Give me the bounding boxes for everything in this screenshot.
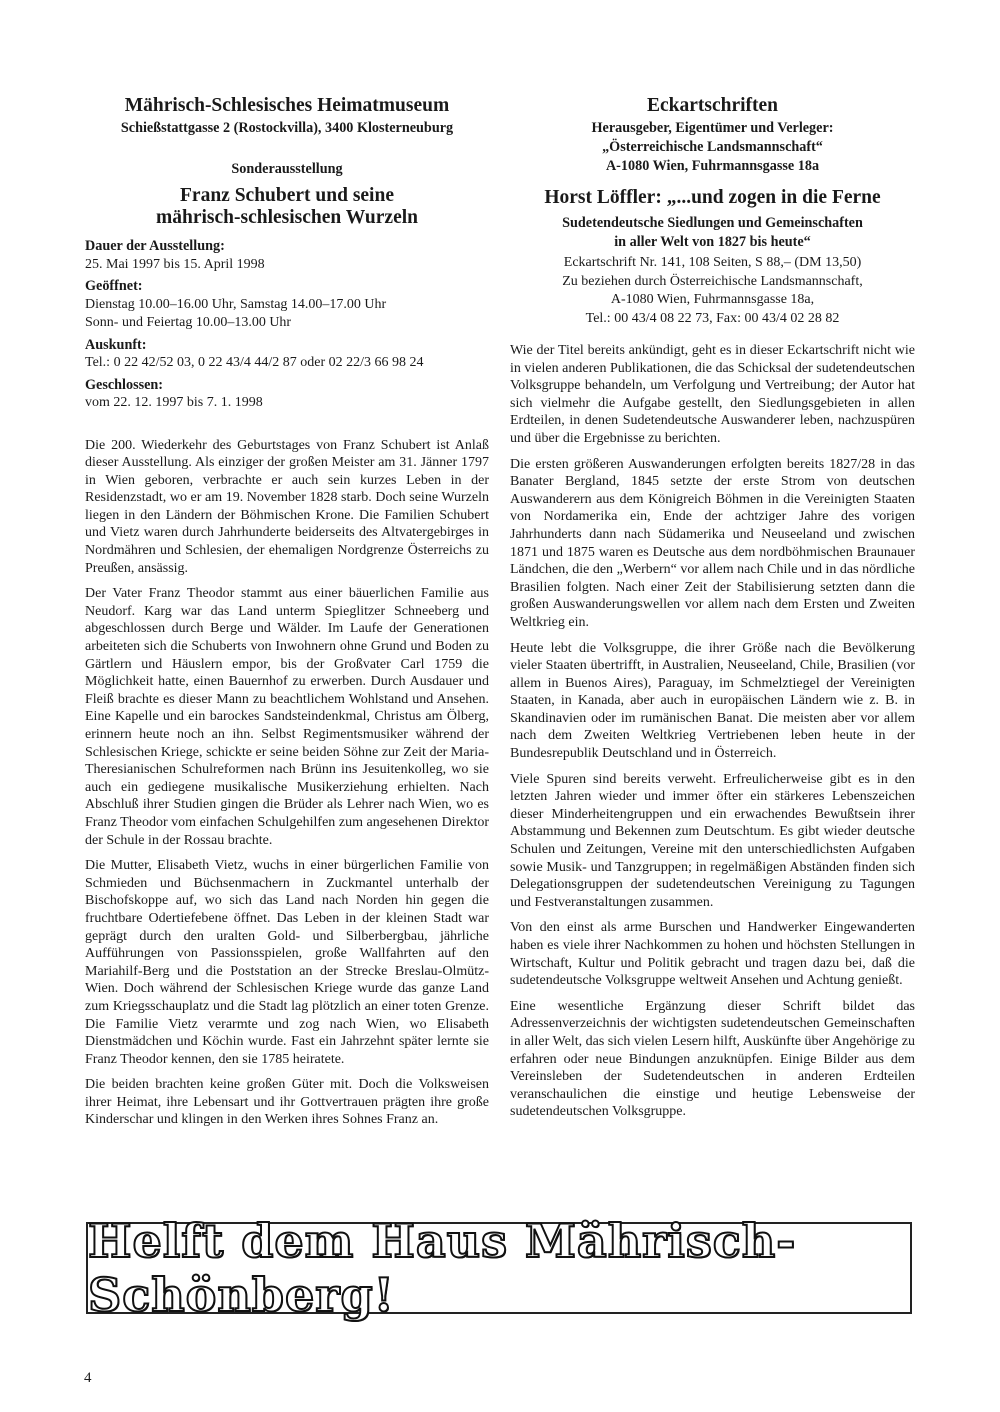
closed-value: vom 22. 12. 1997 bis 7. 1. 1998 [85,395,263,410]
museum-paragraph: Die Mutter, Elisabeth Vietz, wuchs in einer bürgerlichen Familie von Schmieden und Büchsenmachern in Zuckmantel unterhalb der Bischofskoppe auf, wo sich das Land nach Norden hin gegen die fruchtbare Odertiefebene öffnet. Das Leben in der kleinen Stadt war geprägt durch den uralten Gold- und Silberbergbau, jährliche Aufführungen von Passionsspielen, große Wallfahrten auf den Mariahilf-Berg und die Poststation an der Strecke Breslau-Olmütz-Wien. Doch während der Schlesischen Kriege wurde das ganze Land zum Kriegsschauplatz und die Stadt lag plötzlich an einer toten Grenze. Die Familie Vietz verarmte und zog nach Wien, wo Elisabeth Dienstmädchen und Köchin wurde. Fast ein Jahrzehnt später lernte sie Franz Theodor kennen, den sie 1785 heiratete. [85,858,489,1067]
museum-address: Schießstattgasse 2 (Rostockvilla), 3400 Klosterneuburg [120,120,454,136]
eckart-paragraph: Wie der Titel bereits ankündigt, geht es in dieser Eckartschrift nicht wie in vielen anderen Publikationen, die das Schicksal der sudetendeutschen Volksgruppe behandeln, um Verfolgung und Vertreibung; der Autor hat sich vielmehr die Aufgabe gestellt, den Siedlungsgebieten in allen Erdteilen, in denen Sudetendeutsche Auswanderer leben, nachzuspüren und über die Ergebnisse zu berichten. [510,343,915,446]
duration-value: 25. Mai 1997 bis 15. April 1998 [85,256,265,272]
closed-label: Geschlossen: [85,376,164,393]
museum-paragraph: Die 200. Wiederkehr des Geburtstages von Franz Schubert ist Anlaß dieser Ausstellung. Als einziger der großen Meister am 31. Jänner 1797 in Wien geboren, verbrachte er auch sein kurzes Leben in der Residenzstadt, wo er am 19. November 1828 starb. Doch seine Wurzeln liegen in den Ländern der Böhmischen Krone. Die Familien Schubert und Vietz waren durch Jahrhunderte beiderseits des Altvatergebirges in Nordmähren und Schlesien, der ehemaligen Nordgrenze Österreichs zu Preußen, ansässig. [85,437,489,576]
eckart-paragraph: Heute lebt die Volksgruppe, die ihrer Größe nach die Bevölkerung vieler Staaten übertrifft, in Australien, Neuseeland, Chile, Brasilien (vor allem in Buenos Aires), Paraguay, im Schmelztiegel der Vereinigten Staaten, in Kanada, aber auch in europäischen Ländern wie z. B. in Skandinavien oder im rumänischen Banat. Die meisten aber vor allem nach dem Zweiten Weltkrieg Vertriebenen leben heute in der Bundesrepublik Deutschland und in Österreich. [510,640,915,762]
eckart-paragraph: Die ersten größeren Auswanderungen erfolgten bereits 1827/28 in das Banater Bergland, 1845 setzte der erste Strom von deutschen Auswanderern aus dem Königreich Böhmen in die Vereinigten Staaten von Nordamerika ein, Ende der achtziger Jahre des vorigen Jahrhunderts dann nach Südamerika und Neuseeland und zwischen 1871 und 1875 waren es Deutsche aus dem nordböhmischen Braunauer Ländchen, die den „Werbern“ vor allem nach Chile und in das nördliche Brasilien folgten. Nach einer Zeit der Stabilisierung setzten dann die großen Auswanderungswellen vor allem nach dem Ersten und Zweiten Weltkrieg ein. [510,456,915,630]
eckart-column [510,92,915,1129]
eckart-paragraph: Von den einst als arme Burschen und Handwerker Eingewanderten haben es viele ihrer Nachkommen zu hohen und höchsten Stellungen in Wirtschaft, Kultur und Politik gebracht und tragen dazu bei, daß die sudetendeutsche Volksgruppe weltweit Ansehen und Achtung genießt. [510,920,915,989]
book-meta-line4: Tel.: 00 43/4 08 22 73, Fax: 00 43/4 02 28 82 [585,310,840,326]
exhibition-title-line2: mährisch-schlesischen Wurzeln [156,207,418,228]
book-subtitle-line2: in aller Welt von 1827 bis heute“ [614,233,811,250]
page-number: 4 [84,1370,92,1386]
open-label: Geöffnet: [85,278,143,294]
eckart-paragraph: Eine wesentliche Ergänzung dieser Schrift bildet das Adressenverzeichnis der wichtigsten sudetendeutschen Gemeinschaften in aller Welt, das sich vielen Lesern hilft, Auskünfte über Angehörige zu erfahren oder neue Bindungen anzuknüpfen. Einige Bilder aus dem Vereinsleben der Sudetendeutschen in anderen Erdteilen veranschaulichen die einstige und heutige Lebensweise der sudetendeutschen Volksgruppe. [510,998,915,1120]
publisher-line1: Herausgeber, Eigentümer und Verleger: [591,120,834,136]
exhibition-info [85,237,489,413]
publisher-line3: A-1080 Wien, Fuhrmannsgasse 18a [605,158,820,174]
open-value-line2: Sonn- und Feiertag 10.00–13.00 Uhr [85,315,292,330]
book-title: Horst Löffler: „...und zogen in die Ferne [544,187,881,208]
duration-label: Dauer der Ausstellung: [85,238,225,254]
open-value-line1: Dienstag 10.00–16.00 Uhr, Samstag 14.00–17.00 Uhr [85,296,387,312]
book-meta-line3: A-1080 Wien, Fuhrmannsgasse 18a, [610,292,815,307]
eckart-title: Eckartschriften [646,95,779,116]
banner-box [86,1214,912,1322]
museum-title: Mährisch-Schlesisches Heimatmuseum [124,95,450,116]
book-subtitle-line1: Sudetendeutsche Siedlungen und Gemeinschaften [562,215,863,231]
exhibition-title-line1: Franz Schubert und seine [180,185,394,206]
museum-paragraph: Der Vater Franz Theodor stammt aus einer bäuerlichen Familie aus Neudorf. Karg war das Land unterm Spieglitzer Schneeberg und abgeschlossen durch Berge und Wälder. Im Laufe der Generationen arbeiteten sich die Schuberts von Inwohnern ohne Grund und Boden zu Gärtlern und Häuslern empor, bis der Großvater Carl 1759 die Möglichkeit hatte, einen Bauernhof zu erwerben. Durch Ausdauer und Fleiß brachte es dieser Mann zu beachtlichem Wohlstand und Ansehen. Eine Kapelle und ein barockes Sandsteindenkmal, Christus am Ölberg, erinnern heute noch an ihn. Selbst Regimentsmusiker während der Schlesischen Kriege, schickte er seine beiden Söhne zur Zeit der Maria-Theresianischen Schulreformen nach Brünn ins Jesuitenkolleg, wo sie auch ein gediegene musikalische Musikerziehung erhielten. Nach Abschluß ihrer Studien gingen die Brüder als Lehrer nach Wien, wo es Franz Theodor vom einfachen Schulgehilfen zum angesehenen Direktor der Schule in der Rossau brachte. [85,586,489,848]
info-label: Auskunft: [85,336,147,353]
eckart-paragraph: Viele Spuren sind bereits verweht. Erfreulicherweise gibt es in den letzten Jahren wieder und immer öfter ein stärkeres Lebenszeichen dieser Minderheitengruppen und ein erwachendes Bewußtsein ihrer Abstammung und Bekennen zum Deutschtum. Es gibt wieder deutsche Schulen und Zeitungen, Vereine mit den unterschiedlichsten Aufgaben sowie Musik- und Tanzgruppen; in regelmäßigen Abständen finden sich Delegationsgruppen der sudetendeutschen Vereinigung zu Tagungen und Festveranstaltungen zusammen. [510,771,915,910]
museum-paragraph: Die beiden brachten keine großen Güter mit. Doch die Volksweisen ihrer Heimat, ihre Lebensart und ihr Gottvertrauen prägten ihre große Kinderschar und klingen in den Werken ihres Sohnes Franz an. [85,1077,489,1128]
publisher-line2: „Österreichische Landsmannschaft“ [602,139,823,155]
book-meta-line1: Eckartschrift Nr. 141, 108 Seiten, S 88,– (DM 13,50) [563,255,862,270]
exhibition-label: Sonderausstellung [231,161,343,177]
museum-article [85,437,489,1130]
museum-column [85,92,489,1137]
info-value: Tel.: 0 22 42/52 03, 0 22 43/4 44/2 87 oder 02 22/3 66 98 24 [85,355,424,370]
book-meta-line2: Zu beziehen durch Österreichische Landsmannschaft, [562,273,863,289]
eckart-article [510,342,915,1121]
banner-text: Helft dem Haus Mährisch-Schönberg! [88,1214,797,1322]
